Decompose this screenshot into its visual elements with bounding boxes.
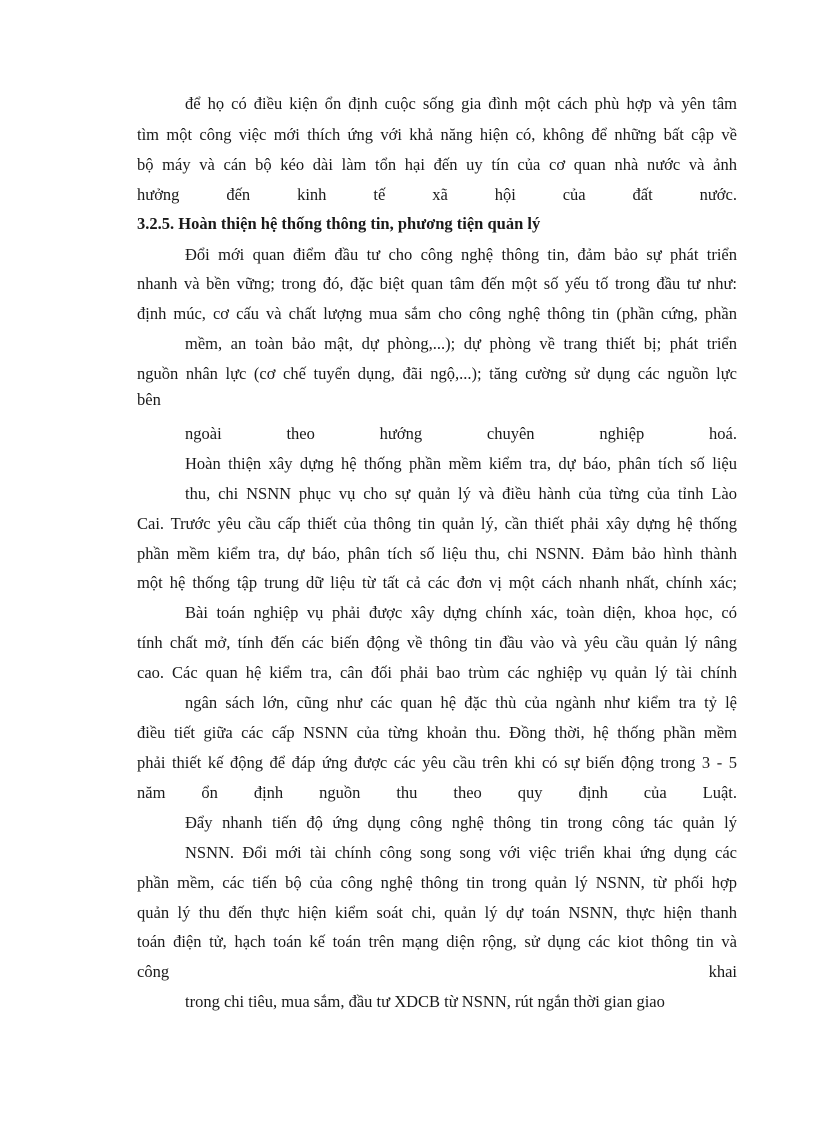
text-line: trong chi tiêu, mua sắm, đầu tư XDCB từ NSNN, rút ngắn thời gian giao xyxy=(185,992,665,1011)
text-line: Đẩy nhanh tiến độ ứng dụng công nghệ thông tin trong công tác quản lý xyxy=(185,813,737,832)
text-line: điều tiết giữa các cấp NSNN của từng khoản thu. Đồng thời, hệ thống phần mềm xyxy=(137,723,737,742)
text-line: nguồn nhân lực (cơ chế tuyển dụng, đãi ngộ,...); tăng cường sử dụng các nguồn lực xyxy=(137,364,737,383)
text-line: ngân sách lớn, cũng như các quan hệ đặc thù của ngành như kiểm tra tỷ lệ xyxy=(185,693,737,712)
text-line: toán điện tử, hạch toán kế toán trên mạng diện rộng, sử dụng các kiot thông tin và xyxy=(137,932,737,951)
text-line: phải thiết kế động để đáp ứng được các yêu cầu trên khi có sự biến động trong 3 - 5 xyxy=(137,753,737,772)
text-line: phần mềm kiểm tra, dự báo, phân tích số liệu thu, chi NSNN. Đảm bảo hình thành xyxy=(137,544,737,563)
text-line: NSNN. Đổi mới tài chính công song song với việc triển khai ứng dụng các xyxy=(185,843,737,862)
text-line: phần mềm, các tiến bộ của công nghệ thông tin trong quản lý NSNN, từ phối hợp xyxy=(137,873,737,892)
text-line: nhanh và bền vững; trong đó, đặc biệt quan tâm đến một số yếu tố trong đầu tư như: xyxy=(137,274,737,293)
text-line: năm ổn định nguồn thu theo quy định của Luật. xyxy=(137,783,737,802)
text-line: mềm, an toàn bảo mật, dự phòng,...); dự phòng về trang thiết bị; phát triển xyxy=(185,334,737,353)
text-line: định múc, cơ cấu và chất lượng mua sắm cho công nghệ thông tin (phần cứng, phần xyxy=(137,304,737,323)
text-line: Bài toán nghiệp vụ phải được xây dựng chính xác, toàn diện, khoa học, có xyxy=(185,603,737,622)
text-line: để họ có điều kiện ổn định cuộc sống gia đình một cách phù hợp và yên tâm xyxy=(185,94,737,113)
text-line: hưởng đến kinh tế xã hội của đất nước. xyxy=(137,185,737,204)
text-line: Hoàn thiện xây dựng hệ thống phần mềm kiểm tra, dự báo, phân tích số liệu xyxy=(185,454,737,473)
text-line: bên xyxy=(137,390,161,409)
section-heading: 3.2.5. Hoàn thiện hệ thống thông tin, phương tiện quản lý xyxy=(137,214,541,233)
text-line: tính chất mở, tính đến các biến động về thông tin đầu vào và yêu cầu quản lý nâng xyxy=(137,633,737,652)
text-line: Cai. Trước yêu cầu cấp thiết của thông tin quản lý, cần thiết phải xây dựng hệ thống xyxy=(137,514,737,533)
text-line: ngoài theo hướng chuyên nghiệp hoá. xyxy=(185,424,737,443)
text-line: Đổi mới quan điểm đầu tư cho công nghệ thông tin, đảm bảo sự phát triển xyxy=(185,245,737,264)
text-line: một hệ thống tập trung dữ liệu từ tất cả các đơn vị một cách nhanh nhất, chính xác; xyxy=(137,573,737,592)
text-line: quản lý thu đến thực hiện kiểm soát chi, quản lý dự toán NSNN, thực hiện thanh xyxy=(137,903,737,922)
text-line: bộ máy và cán bộ kéo dài làm tổn hại đến uy tín của cơ quan nhà nước và ảnh xyxy=(137,155,737,174)
text-line: công khai xyxy=(137,962,737,981)
text-line: tìm một công việc mới thích ứng với khả năng hiện có, không để những bất cập về xyxy=(137,125,737,144)
text-line: thu, chi NSNN phục vụ cho sự quản lý và điều hành của từng của tỉnh Lào xyxy=(185,484,737,503)
text-line: cao. Các quan hệ kiểm tra, cân đối phải bao trùm các nghiệp vụ quản lý tài chính xyxy=(137,663,737,682)
